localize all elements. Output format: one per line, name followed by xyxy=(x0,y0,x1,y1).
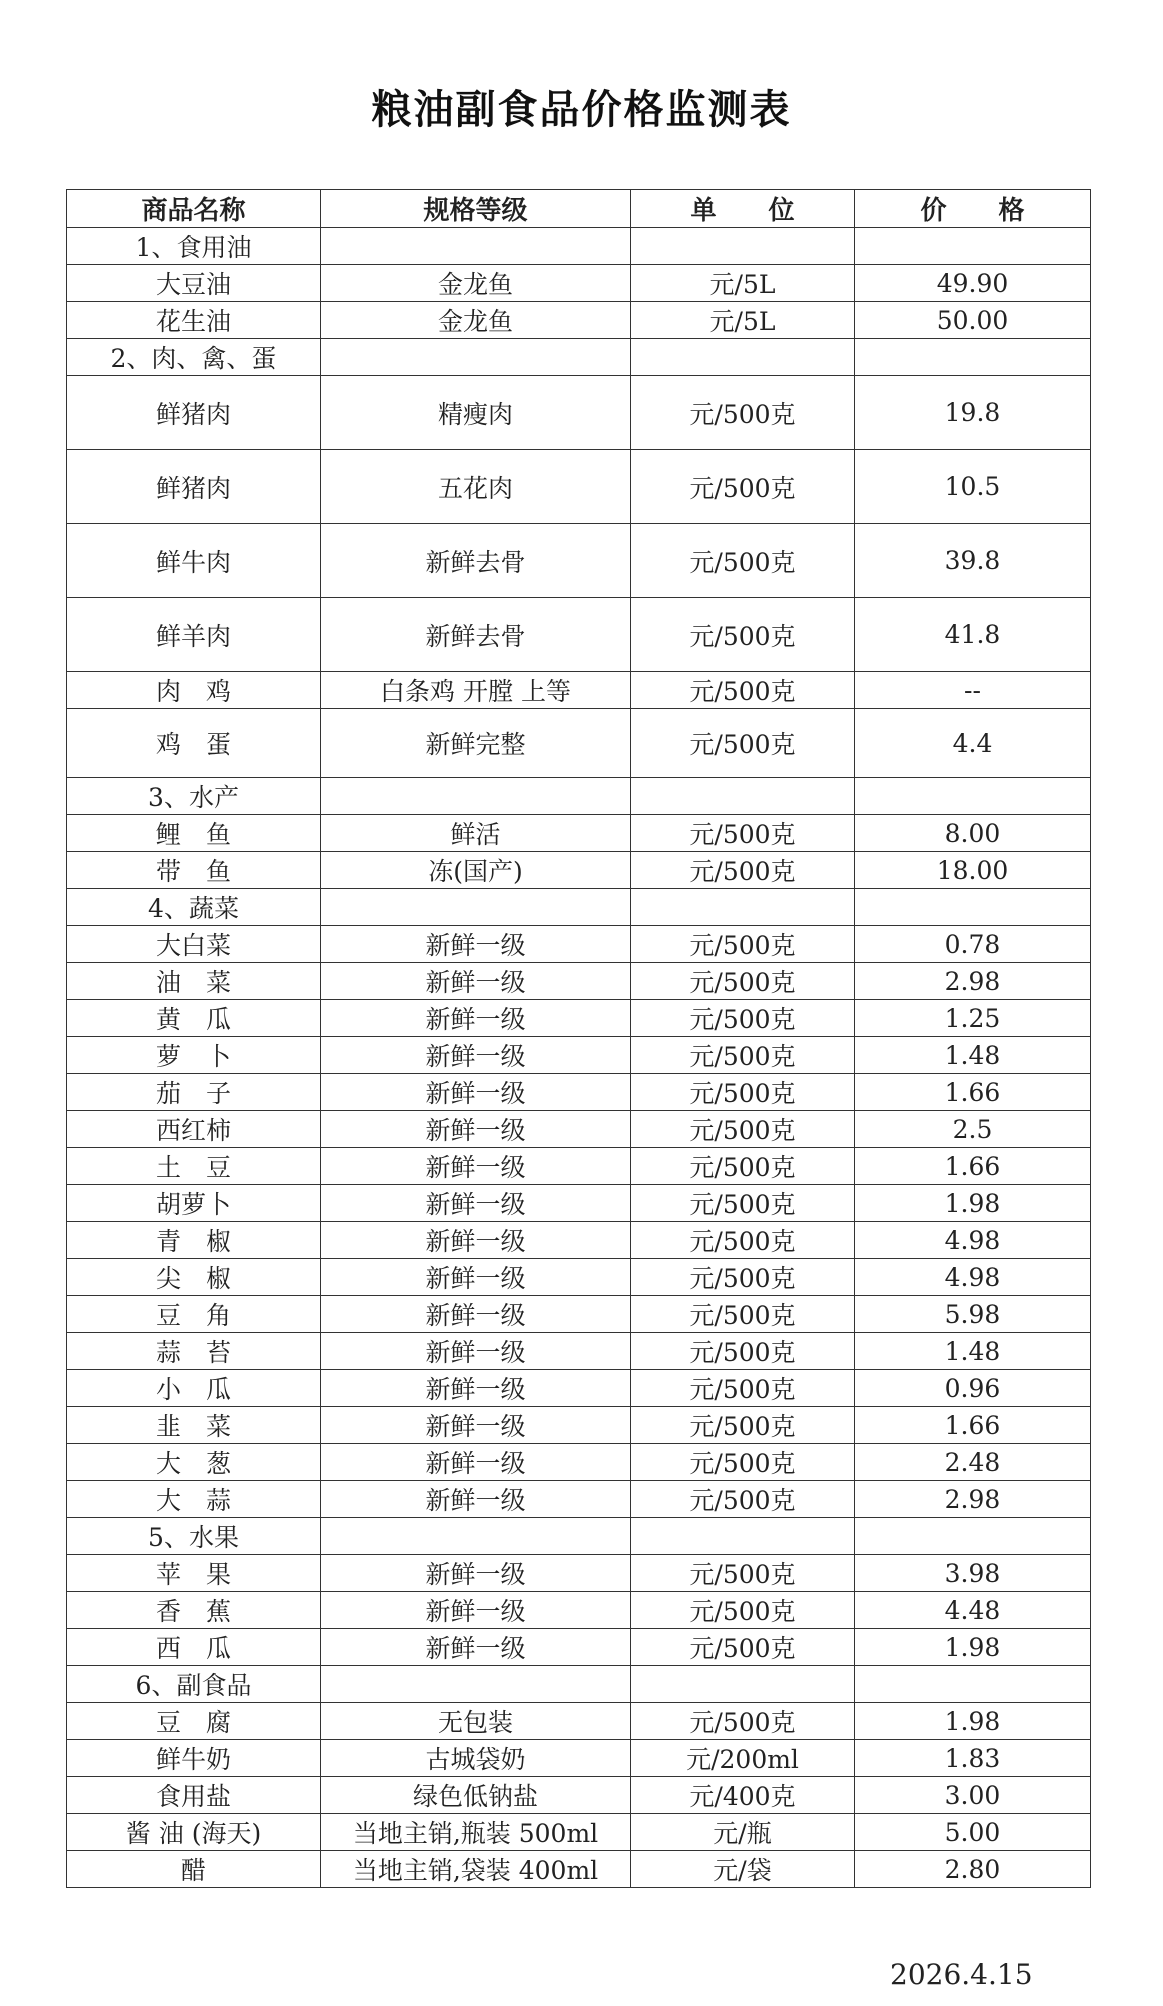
item-name: 胡萝卜 xyxy=(67,1185,321,1222)
item-spec: 金龙鱼 xyxy=(321,265,631,302)
table-row xyxy=(67,598,1091,672)
table-row xyxy=(67,1333,1091,1370)
item-price: 4.98 xyxy=(855,1259,1091,1296)
item-name: 醋 xyxy=(67,1851,321,1888)
table-row xyxy=(67,450,1091,524)
item-name: 豆 角 xyxy=(67,1296,321,1333)
item-name: 豆 腐 xyxy=(67,1703,321,1740)
table-row xyxy=(67,1814,1091,1851)
table-row xyxy=(67,302,1091,339)
item-spec: 新鲜一级 xyxy=(321,1481,631,1518)
item-name: 油 菜 xyxy=(67,963,321,1000)
item-name: 土 豆 xyxy=(67,1148,321,1185)
table-row xyxy=(67,1851,1091,1888)
item-unit: 元/500克 xyxy=(631,1222,855,1259)
category-label: 1、食用油 xyxy=(67,228,321,265)
item-unit: 元/500克 xyxy=(631,1407,855,1444)
item-spec: 新鲜去骨 xyxy=(321,524,631,598)
item-unit: 元/500克 xyxy=(631,1185,855,1222)
item-unit: 元/500克 xyxy=(631,1444,855,1481)
category-row xyxy=(67,778,1091,815)
item-price: 1.83 xyxy=(855,1740,1091,1777)
table-row xyxy=(67,1777,1091,1814)
item-spec: 新鲜一级 xyxy=(321,1592,631,1629)
item-unit: 元/5L xyxy=(631,302,855,339)
category-row xyxy=(67,339,1091,376)
item-spec: 新鲜一级 xyxy=(321,1259,631,1296)
item-spec: 五花肉 xyxy=(321,450,631,524)
table-row xyxy=(67,1592,1091,1629)
item-name: 苹 果 xyxy=(67,1555,321,1592)
item-unit: 元/500克 xyxy=(631,1000,855,1037)
item-unit: 元/500克 xyxy=(631,524,855,598)
category-label: 3、水产 xyxy=(67,778,321,815)
item-name: 大 葱 xyxy=(67,1444,321,1481)
item-price: 2.80 xyxy=(855,1851,1091,1888)
item-name: 食用盐 xyxy=(67,1777,321,1814)
item-price: 1.48 xyxy=(855,1037,1091,1074)
item-unit: 元/500克 xyxy=(631,1555,855,1592)
item-spec: 新鲜一级 xyxy=(321,1407,631,1444)
item-unit: 元/500克 xyxy=(631,1481,855,1518)
item-spec: 新鲜去骨 xyxy=(321,598,631,672)
item-spec: 新鲜一级 xyxy=(321,1333,631,1370)
item-spec: 新鲜一级 xyxy=(321,1148,631,1185)
item-price: 41.8 xyxy=(855,598,1091,672)
category-row xyxy=(67,1666,1091,1703)
item-price: 5.98 xyxy=(855,1296,1091,1333)
item-spec: 白条鸡 开膛 上等 xyxy=(321,672,631,709)
table-row xyxy=(67,1185,1091,1222)
item-spec: 冻(国产) xyxy=(321,852,631,889)
item-unit: 元/500克 xyxy=(631,815,855,852)
item-name: 肉 鸡 xyxy=(67,672,321,709)
category-row xyxy=(67,228,1091,265)
item-price: 4.4 xyxy=(855,709,1091,778)
item-name: 西红柿 xyxy=(67,1111,321,1148)
header-name: 商品名称 xyxy=(67,190,321,228)
item-unit: 元/500克 xyxy=(631,672,855,709)
item-price: 0.96 xyxy=(855,1370,1091,1407)
item-name: 鲜牛肉 xyxy=(67,524,321,598)
item-unit: 元/500克 xyxy=(631,1037,855,1074)
table-header-row xyxy=(67,190,1091,228)
item-name: 酱 油 (海天) xyxy=(67,1814,321,1851)
item-unit: 元/500克 xyxy=(631,963,855,1000)
table-row xyxy=(67,1222,1091,1259)
item-unit: 元/500克 xyxy=(631,598,855,672)
item-name: 香 蕉 xyxy=(67,1592,321,1629)
item-unit: 元/500克 xyxy=(631,1148,855,1185)
item-name: 茄 子 xyxy=(67,1074,321,1111)
item-unit: 元/500克 xyxy=(631,450,855,524)
item-unit: 元/500克 xyxy=(631,376,855,450)
table-row xyxy=(67,1000,1091,1037)
item-spec: 绿色低钠盐 xyxy=(321,1777,631,1814)
item-unit: 元/500克 xyxy=(631,1629,855,1666)
category-row xyxy=(67,889,1091,926)
item-name: 鲜羊肉 xyxy=(67,598,321,672)
item-price: 1.66 xyxy=(855,1074,1091,1111)
category-label: 6、副食品 xyxy=(67,1666,321,1703)
table-row xyxy=(67,265,1091,302)
item-spec: 新鲜一级 xyxy=(321,1074,631,1111)
item-price: 39.8 xyxy=(855,524,1091,598)
item-name: 鲜猪肉 xyxy=(67,376,321,450)
item-price: 18.00 xyxy=(855,852,1091,889)
table-row xyxy=(67,1407,1091,1444)
item-price: 3.00 xyxy=(855,1777,1091,1814)
item-unit: 元/500克 xyxy=(631,1703,855,1740)
item-price: 8.00 xyxy=(855,815,1091,852)
item-spec: 新鲜一级 xyxy=(321,1444,631,1481)
item-name: 大 蒜 xyxy=(67,1481,321,1518)
item-spec: 新鲜一级 xyxy=(321,1555,631,1592)
table-row xyxy=(67,672,1091,709)
item-name: 鲜猪肉 xyxy=(67,450,321,524)
item-spec: 新鲜一级 xyxy=(321,1185,631,1222)
page-title: 粮油副食品价格监测表 xyxy=(371,87,792,133)
table-row xyxy=(67,926,1091,963)
table-row xyxy=(67,524,1091,598)
table-row xyxy=(67,1074,1091,1111)
item-name: 鲤 鱼 xyxy=(67,815,321,852)
item-unit: 元/500克 xyxy=(631,1111,855,1148)
item-spec: 新鲜一级 xyxy=(321,1111,631,1148)
table-row xyxy=(67,815,1091,852)
item-price: 1.66 xyxy=(855,1407,1091,1444)
item-price: 4.48 xyxy=(855,1592,1091,1629)
item-price: 49.90 xyxy=(855,265,1091,302)
item-unit: 元/500克 xyxy=(631,1074,855,1111)
item-price: 2.98 xyxy=(855,963,1091,1000)
header-price: 价 格 xyxy=(855,190,1091,228)
table-row xyxy=(67,1444,1091,1481)
item-unit: 元/500克 xyxy=(631,926,855,963)
item-name: 小 瓜 xyxy=(67,1370,321,1407)
table-row xyxy=(67,1370,1091,1407)
item-name: 大白菜 xyxy=(67,926,321,963)
table-row xyxy=(67,963,1091,1000)
item-spec: 古城袋奶 xyxy=(321,1740,631,1777)
date-label: 2026.4.15 xyxy=(890,1958,1033,1991)
item-unit: 元/瓶 xyxy=(631,1814,855,1851)
item-unit: 元/500克 xyxy=(631,1333,855,1370)
item-unit: 元/袋 xyxy=(631,1851,855,1888)
item-spec: 新鲜一级 xyxy=(321,963,631,1000)
table-row xyxy=(67,1703,1091,1740)
item-spec: 当地主销,瓶装 500ml xyxy=(321,1814,631,1851)
item-name: 带 鱼 xyxy=(67,852,321,889)
item-name: 花生油 xyxy=(67,302,321,339)
item-spec: 当地主销,袋装 400ml xyxy=(321,1851,631,1888)
item-spec: 新鲜一级 xyxy=(321,1629,631,1666)
item-unit: 元/400克 xyxy=(631,1777,855,1814)
item-name: 尖 椒 xyxy=(67,1259,321,1296)
header-unit: 单 位 xyxy=(631,190,855,228)
item-name: 鲜牛奶 xyxy=(67,1740,321,1777)
item-price: 2.48 xyxy=(855,1444,1091,1481)
item-unit: 元/500克 xyxy=(631,852,855,889)
item-spec: 鲜活 xyxy=(321,815,631,852)
table-row xyxy=(67,1111,1091,1148)
item-unit: 元/500克 xyxy=(631,1370,855,1407)
item-spec: 无包装 xyxy=(321,1703,631,1740)
item-spec: 新鲜一级 xyxy=(321,1037,631,1074)
table-row xyxy=(67,1555,1091,1592)
item-price: 2.98 xyxy=(855,1481,1091,1518)
item-unit: 元/5L xyxy=(631,265,855,302)
item-name: 西 瓜 xyxy=(67,1629,321,1666)
item-price: 1.98 xyxy=(855,1185,1091,1222)
item-price: 5.00 xyxy=(855,1814,1091,1851)
table-row xyxy=(67,1740,1091,1777)
item-spec: 新鲜一级 xyxy=(321,926,631,963)
item-spec: 新鲜一级 xyxy=(321,1000,631,1037)
item-price: 1.48 xyxy=(855,1333,1091,1370)
item-name: 萝 卜 xyxy=(67,1037,321,1074)
item-spec: 新鲜一级 xyxy=(321,1370,631,1407)
item-name: 蒜 苔 xyxy=(67,1333,321,1370)
item-price: 10.5 xyxy=(855,450,1091,524)
category-row xyxy=(67,1518,1091,1555)
item-name: 韭 菜 xyxy=(67,1407,321,1444)
header-spec: 规格等级 xyxy=(321,190,631,228)
table-row xyxy=(67,1259,1091,1296)
item-price: 19.8 xyxy=(855,376,1091,450)
item-name: 黄 瓜 xyxy=(67,1000,321,1037)
item-price: 1.98 xyxy=(855,1703,1091,1740)
item-name: 鸡 蛋 xyxy=(67,709,321,778)
table-row xyxy=(67,376,1091,450)
item-price: 2.5 xyxy=(855,1111,1091,1148)
table-row xyxy=(67,1148,1091,1185)
table-row xyxy=(67,1037,1091,1074)
table-row xyxy=(67,1481,1091,1518)
item-spec: 金龙鱼 xyxy=(321,302,631,339)
item-name: 大豆油 xyxy=(67,265,321,302)
item-price: 1.25 xyxy=(855,1000,1091,1037)
item-unit: 元/500克 xyxy=(631,1296,855,1333)
item-price: 4.98 xyxy=(855,1222,1091,1259)
table-row xyxy=(67,709,1091,778)
category-label: 5、水果 xyxy=(67,1518,321,1555)
price-table xyxy=(66,189,1091,1888)
item-unit: 元/500克 xyxy=(631,709,855,778)
item-price: 50.00 xyxy=(855,302,1091,339)
item-price: 1.98 xyxy=(855,1629,1091,1666)
item-spec: 新鲜一级 xyxy=(321,1222,631,1259)
table-row xyxy=(67,852,1091,889)
category-label: 4、蔬菜 xyxy=(67,889,321,926)
item-unit: 元/500克 xyxy=(631,1259,855,1296)
item-price: -- xyxy=(855,672,1091,709)
item-name: 青 椒 xyxy=(67,1222,321,1259)
item-price: 0.78 xyxy=(855,926,1091,963)
item-spec: 精瘦肉 xyxy=(321,376,631,450)
category-label: 2、肉、禽、蛋 xyxy=(67,339,321,376)
item-unit: 元/200ml xyxy=(631,1740,855,1777)
item-price: 1.66 xyxy=(855,1148,1091,1185)
table-row xyxy=(67,1296,1091,1333)
item-spec: 新鲜一级 xyxy=(321,1296,631,1333)
item-unit: 元/500克 xyxy=(631,1592,855,1629)
table-row xyxy=(67,1629,1091,1666)
item-spec: 新鲜完整 xyxy=(321,709,631,778)
item-price: 3.98 xyxy=(855,1555,1091,1592)
